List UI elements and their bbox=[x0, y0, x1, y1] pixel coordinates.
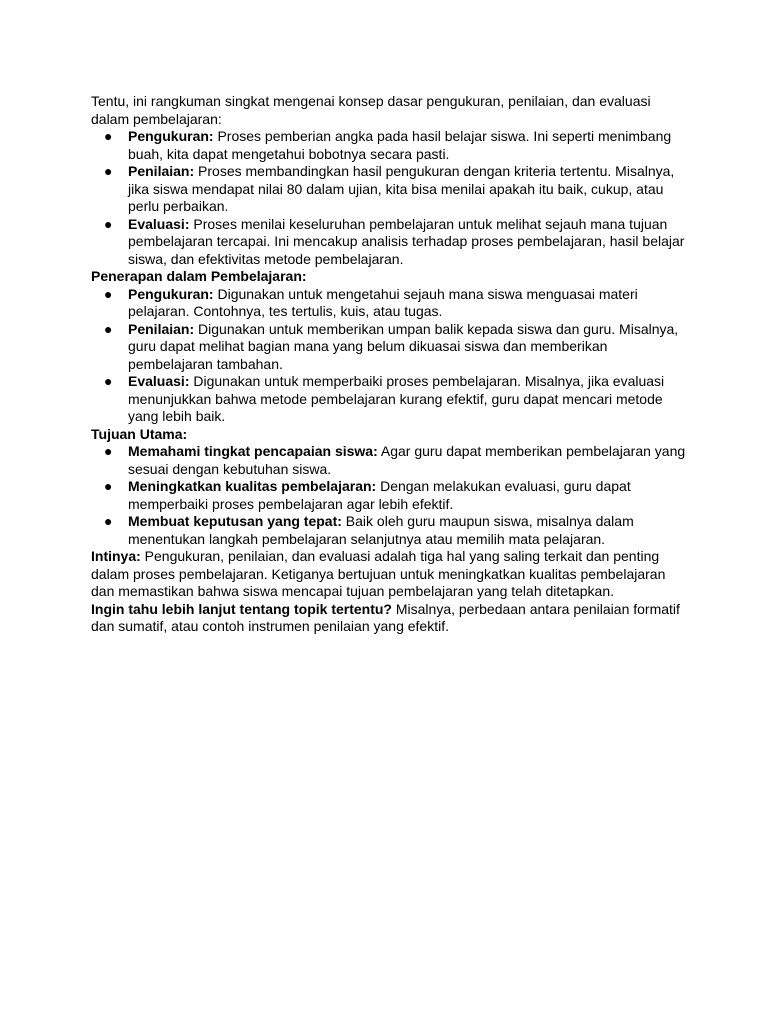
summary-text: Pengukuran, penilaian, dan evaluasi adalah tiga hal yang saling terkait dan penting dalam proses pembelajaran. Ketiganya bertujuan untuk meningkatkan kualitas pembelajaran dan memastikan bahwa siswa mencapai tujuan pembelajaran yang telah ditetapkan. bbox=[91, 548, 666, 599]
concepts-list bbox=[91, 128, 691, 268]
list-item bbox=[91, 163, 691, 216]
closing-term: Ingin tahu lebih lanjut tentang topik tertentu? bbox=[91, 600, 392, 617]
bullet-icon: ● bbox=[104, 320, 113, 337]
list-item bbox=[91, 321, 691, 374]
closing-paragraph bbox=[91, 601, 691, 636]
application-heading: Penerapan dalam Pembelajaran: bbox=[91, 268, 307, 284]
intro-paragraph: Tentu, ini rangkuman singkat mengenai konsep dasar pengukuran, penilaian, dan evaluasi dalam pembelajaran: bbox=[91, 93, 651, 127]
bullet-icon: ● bbox=[104, 513, 113, 529]
bullet-icon: ● bbox=[104, 215, 113, 232]
item-term: Memahami tingkat pencapaian siswa: bbox=[128, 443, 378, 459]
item-term: Meningkatkan kualitas pembelajaran: bbox=[128, 478, 377, 494]
item-term: Pengukuran: bbox=[128, 128, 214, 144]
summary-term: Intinya: bbox=[91, 548, 141, 564]
list-item bbox=[91, 286, 691, 321]
bullet-icon: ● bbox=[104, 478, 113, 494]
bullet-icon: ● bbox=[104, 443, 113, 459]
goals-heading: Tujuan Utama: bbox=[91, 425, 188, 442]
item-text: Dengan melakukan evaluasi, guru dapat memperbaiki proses pembelajaran agar lebih efektif. bbox=[128, 478, 631, 512]
item-term: Penilaian: bbox=[128, 163, 195, 179]
closing-text: Misalnya, perbedaan antara penilaian formatif dan sumatif, atau contoh instrumen penilaian yang efektif. bbox=[91, 600, 680, 634]
item-text: Digunakan untuk mengetahui sejauh mana siswa menguasai materi pelajaran. Contohnya, tes tertulis, kuis, atau tugas. bbox=[128, 285, 638, 319]
item-text: Digunakan untuk memberikan umpan balik kepada siswa dan guru. Misalnya, guru dapat melihat bagian mana yang belum dikuasai siswa dan memberikan pembelajaran tambahan. bbox=[128, 320, 679, 372]
list-item bbox=[91, 373, 691, 426]
applications-list bbox=[91, 286, 691, 426]
goals-list bbox=[91, 443, 691, 548]
list-item bbox=[91, 216, 691, 269]
list-item bbox=[91, 128, 691, 163]
item-text: Proses pemberian angka pada hasil belajar siswa. Ini seperti menimbang buah, kita dapat mengetahui bobotnya secara pasti. bbox=[128, 128, 672, 162]
bullet-icon: ● bbox=[104, 163, 113, 179]
summary-paragraph bbox=[91, 548, 691, 601]
item-term: Pengukuran: bbox=[128, 285, 214, 302]
item-term: Evaluasi: bbox=[128, 373, 190, 389]
bullet-icon: ● bbox=[104, 285, 113, 302]
item-text: Baik oleh guru maupun siswa, misalnya dalam menentukan langkah pembelajaran selanjutnya atau memilih mata pelajaran. bbox=[128, 513, 634, 547]
item-text: Proses menilai keseluruhan pembelajaran untuk melihat sejauh mana tujuan pembelajaran tercapai. Ini mencakup analisis terhadap proses pembelajaran, hasil belajar siswa, dan efektivitas metode pembelajaran. bbox=[128, 215, 685, 267]
item-term: Membuat keputusan yang tepat: bbox=[128, 513, 342, 529]
document-page bbox=[91, 93, 691, 636]
item-text: Agar guru dapat memberikan pembelajaran yang sesuai dengan kebutuhan siswa. bbox=[128, 443, 686, 477]
list-item bbox=[91, 443, 691, 478]
list-item bbox=[91, 478, 691, 513]
item-term: Evaluasi: bbox=[128, 215, 190, 232]
item-text: Proses membandingkan hasil pengukuran dengan kriteria tertentu. Misalnya, jika siswa mendapat nilai 80 dalam ujian, kita bisa menilai apakah itu baik, cukup, atau perlu perbaikan. bbox=[128, 163, 675, 214]
item-text: Digunakan untuk memperbaiki proses pembelajaran. Misalnya, jika evaluasi menunjukkan bahwa metode pembelajaran kurang efektif, guru dapat mencari metode yang lebih baik. bbox=[128, 373, 665, 424]
bullet-icon: ● bbox=[104, 128, 113, 144]
item-term: Penilaian: bbox=[128, 320, 195, 337]
bullet-icon: ● bbox=[104, 373, 113, 389]
list-item bbox=[91, 513, 691, 548]
